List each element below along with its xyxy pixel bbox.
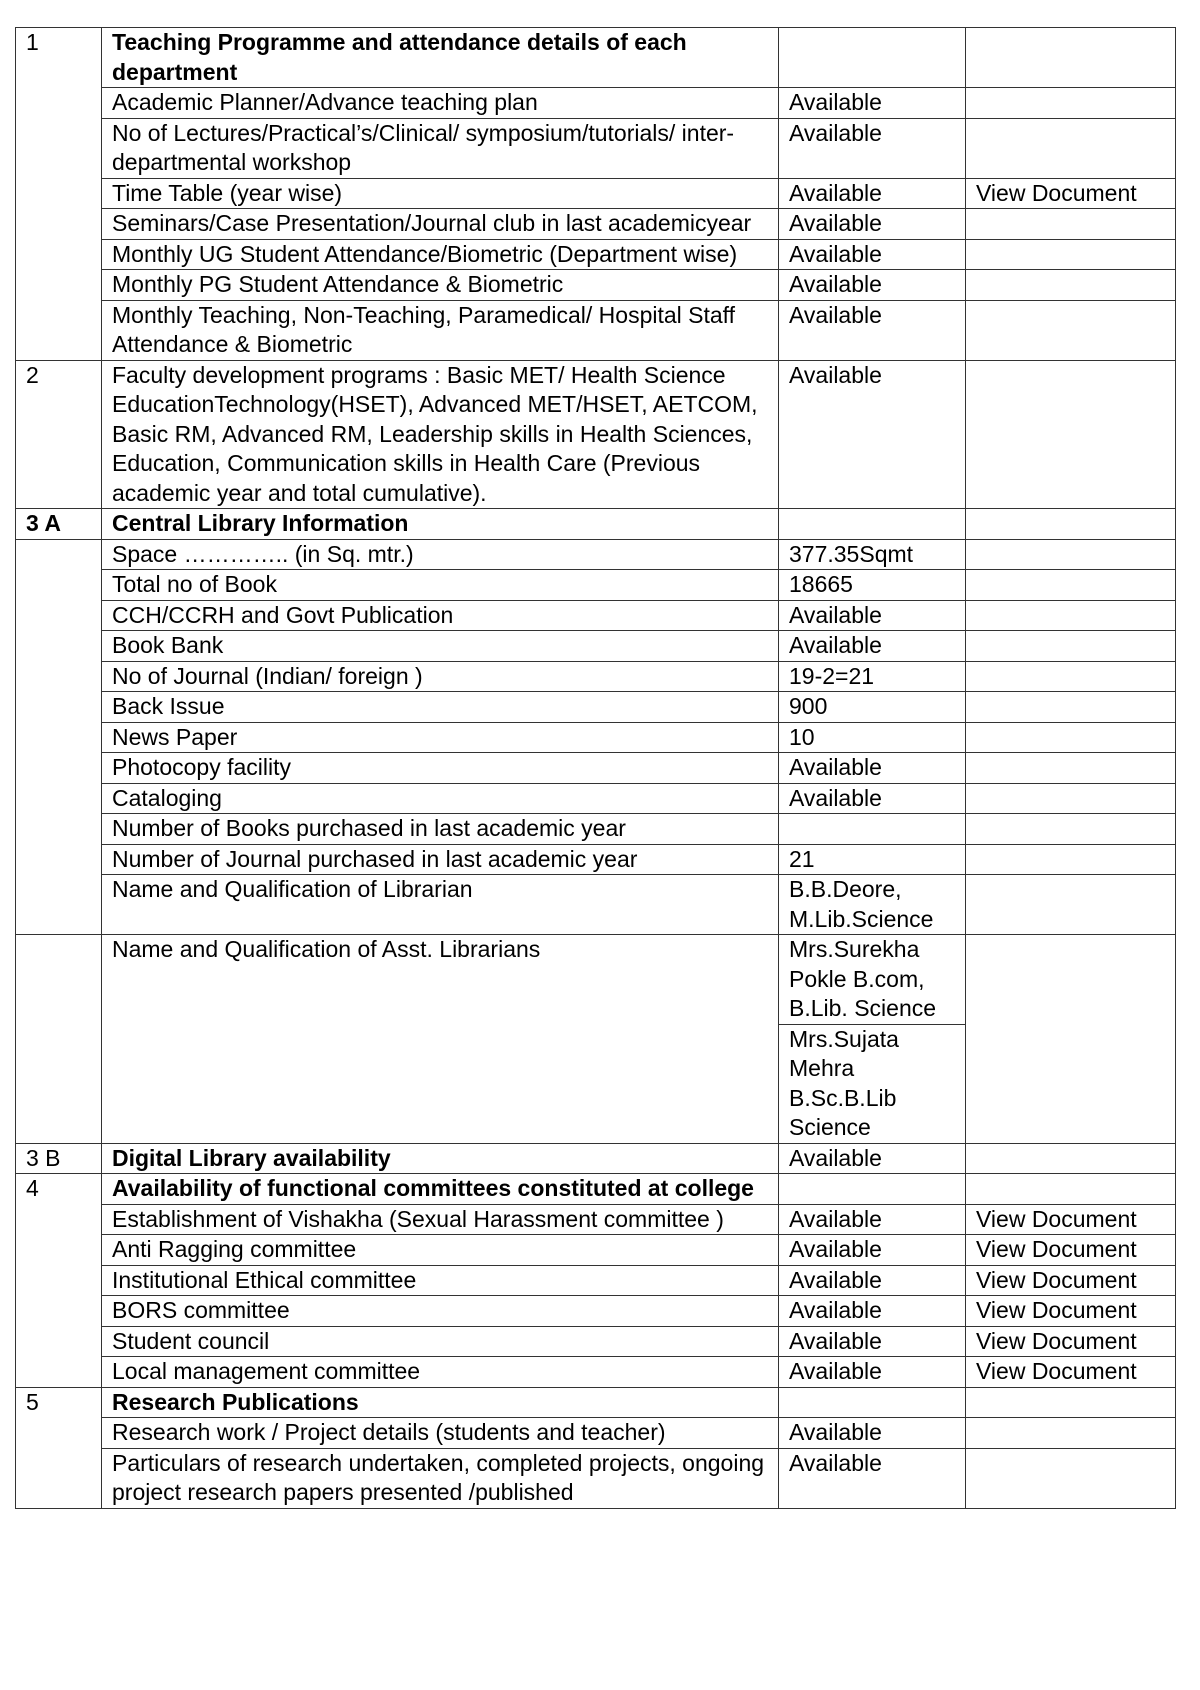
section-number: 3 B bbox=[16, 1143, 102, 1174]
view-document-link[interactable]: View Document bbox=[966, 1204, 1176, 1235]
row-status: Available bbox=[779, 178, 966, 209]
row-status: 18665 bbox=[779, 570, 966, 601]
table-row bbox=[16, 722, 1176, 753]
row-label: Local management committee bbox=[102, 1357, 779, 1388]
view-document-link[interactable]: View Document bbox=[966, 1235, 1176, 1266]
row-status: Available bbox=[779, 1296, 966, 1327]
row-status: Available bbox=[779, 209, 966, 240]
table-row bbox=[16, 753, 1176, 784]
row-label: Number of Books purchased in last academic year bbox=[102, 814, 779, 845]
table-row bbox=[16, 1418, 1176, 1449]
row-status: Available bbox=[779, 270, 966, 301]
table-row bbox=[16, 209, 1176, 240]
row-status: Available bbox=[779, 1448, 966, 1508]
row-status: Available bbox=[779, 753, 966, 784]
table-row bbox=[16, 1204, 1176, 1235]
section-heading: Digital Library availability bbox=[102, 1143, 779, 1174]
table-row bbox=[16, 300, 1176, 360]
section-number: 1 bbox=[16, 28, 102, 88]
row-label: BORS committee bbox=[102, 1296, 779, 1327]
table-row bbox=[16, 570, 1176, 601]
row-label: Cataloging bbox=[102, 783, 779, 814]
row-label: Back Issue bbox=[102, 692, 779, 723]
view-document-link[interactable]: View Document bbox=[966, 1357, 1176, 1388]
row-label: Particulars of research undertaken, completed projects, ongoing project research papers presented /published bbox=[102, 1448, 779, 1508]
row-label: Anti Ragging committee bbox=[102, 1235, 779, 1266]
section-number: 2 bbox=[16, 360, 102, 509]
section-number: 4 bbox=[16, 1174, 102, 1205]
table-row bbox=[16, 692, 1176, 723]
table-row bbox=[16, 1326, 1176, 1357]
row-status: Available bbox=[779, 783, 966, 814]
row-label: Photocopy facility bbox=[102, 753, 779, 784]
row-status: Available bbox=[779, 1418, 966, 1449]
row-label: No of Lectures/Practical’s/Clinical/ symposium/tutorials/ inter-departmental workshop bbox=[102, 118, 779, 178]
table-row bbox=[16, 631, 1176, 662]
row-status: B.B.Deore, M.Lib.Science bbox=[779, 875, 966, 935]
row-status: 900 bbox=[779, 692, 966, 723]
table-row bbox=[16, 844, 1176, 875]
row-label: Academic Planner/Advance teaching plan bbox=[102, 88, 779, 119]
row-label: Name and Qualification of Asst. Librarians bbox=[102, 935, 779, 1144]
table-row bbox=[16, 118, 1176, 178]
row-status: Available bbox=[779, 1326, 966, 1357]
row-status bbox=[779, 814, 966, 845]
row-status: Available bbox=[779, 360, 966, 509]
row-status: Mrs.Surekha Pokle B.com, B.Lib. Science bbox=[779, 935, 966, 1025]
row-label: Total no of Book bbox=[102, 570, 779, 601]
row-status: Available bbox=[779, 1204, 966, 1235]
table-row bbox=[16, 1235, 1176, 1266]
table-row bbox=[16, 814, 1176, 845]
row-status: 10 bbox=[779, 722, 966, 753]
table-row bbox=[16, 783, 1176, 814]
row-label: Monthly UG Student Attendance/Biometric (Department wise) bbox=[102, 239, 779, 270]
row-label: Number of Journal purchased in last academic year bbox=[102, 844, 779, 875]
table-row bbox=[16, 661, 1176, 692]
row-label: Time Table (year wise) bbox=[102, 178, 779, 209]
section-3b-row bbox=[16, 1143, 1176, 1174]
row-status: Available bbox=[779, 631, 966, 662]
row-status: 21 bbox=[779, 844, 966, 875]
section-heading: Research Publications bbox=[102, 1387, 779, 1418]
row-status: Mrs.Sujata Mehra B.Sc.B.Lib Science bbox=[779, 1024, 966, 1143]
table-row bbox=[16, 875, 1176, 935]
row-label: Establishment of Vishakha (Sexual Harassment committee ) bbox=[102, 1204, 779, 1235]
section-heading: Availability of functional committees constituted at college bbox=[102, 1174, 779, 1205]
row-label: Institutional Ethical committee bbox=[102, 1265, 779, 1296]
row-status: Available bbox=[779, 300, 966, 360]
row-label: Space ………….. (in Sq. mtr.) bbox=[102, 539, 779, 570]
row-label: Research work / Project details (students and teacher) bbox=[102, 1418, 779, 1449]
row-label: Name and Qualification of Librarian bbox=[102, 875, 779, 935]
row-status: 19-2=21 bbox=[779, 661, 966, 692]
row-label: Book Bank bbox=[102, 631, 779, 662]
row-status: Available bbox=[779, 1265, 966, 1296]
row-status: Available bbox=[779, 118, 966, 178]
table-row bbox=[16, 178, 1176, 209]
row-status: Available bbox=[779, 1357, 966, 1388]
section-heading: Teaching Programme and attendance details of each department bbox=[102, 28, 779, 88]
table-row bbox=[16, 539, 1176, 570]
table-row bbox=[16, 935, 1176, 1025]
section-3a-header-row bbox=[16, 509, 1176, 540]
view-document-link[interactable]: View Document bbox=[966, 178, 1176, 209]
row-label: CCH/CCRH and Govt Publication bbox=[102, 600, 779, 631]
row-label: No of Journal (Indian/ foreign ) bbox=[102, 661, 779, 692]
section-2-row bbox=[16, 360, 1176, 509]
row-label: Monthly PG Student Attendance & Biometric bbox=[102, 270, 779, 301]
row-label: Faculty development programs : Basic MET/ Health Science EducationTechnology(HSET), Advanced MET/HSET, AETCOM, Basic RM, Advanced RM, Leadership skills in Health Sciences, Education, Communication skills in Health Care (Previous academic year and total cumulative). bbox=[102, 360, 779, 509]
compliance-table bbox=[15, 27, 1176, 1509]
section-1-header-row bbox=[16, 28, 1176, 88]
row-status: Available bbox=[779, 1143, 966, 1174]
view-document-link[interactable]: View Document bbox=[966, 1265, 1176, 1296]
table-row bbox=[16, 239, 1176, 270]
section-number: 5 bbox=[16, 1387, 102, 1418]
row-status: Available bbox=[779, 88, 966, 119]
row-status: Available bbox=[779, 239, 966, 270]
view-document-link[interactable]: View Document bbox=[966, 1326, 1176, 1357]
section-heading: Central Library Information bbox=[102, 509, 779, 540]
row-status: 377.35Sqmt bbox=[779, 539, 966, 570]
row-label: News Paper bbox=[102, 722, 779, 753]
table-row bbox=[16, 1296, 1176, 1327]
table-row bbox=[16, 1265, 1176, 1296]
row-status: Available bbox=[779, 1235, 966, 1266]
row-label: Monthly Teaching, Non-Teaching, Paramedical/ Hospital Staff Attendance & Biometric bbox=[102, 300, 779, 360]
table-row bbox=[16, 1357, 1176, 1388]
table-row bbox=[16, 88, 1176, 119]
view-document-link[interactable]: View Document bbox=[966, 1296, 1176, 1327]
table-row bbox=[16, 600, 1176, 631]
section-5-header-row bbox=[16, 1387, 1176, 1418]
row-label: Seminars/Case Presentation/Journal club in last academicyear bbox=[102, 209, 779, 240]
table-row bbox=[16, 270, 1176, 301]
row-label: Student council bbox=[102, 1326, 779, 1357]
section-4-header-row bbox=[16, 1174, 1176, 1205]
section-number: 3 A bbox=[16, 509, 102, 540]
table-row bbox=[16, 1448, 1176, 1508]
row-status: Available bbox=[779, 600, 966, 631]
